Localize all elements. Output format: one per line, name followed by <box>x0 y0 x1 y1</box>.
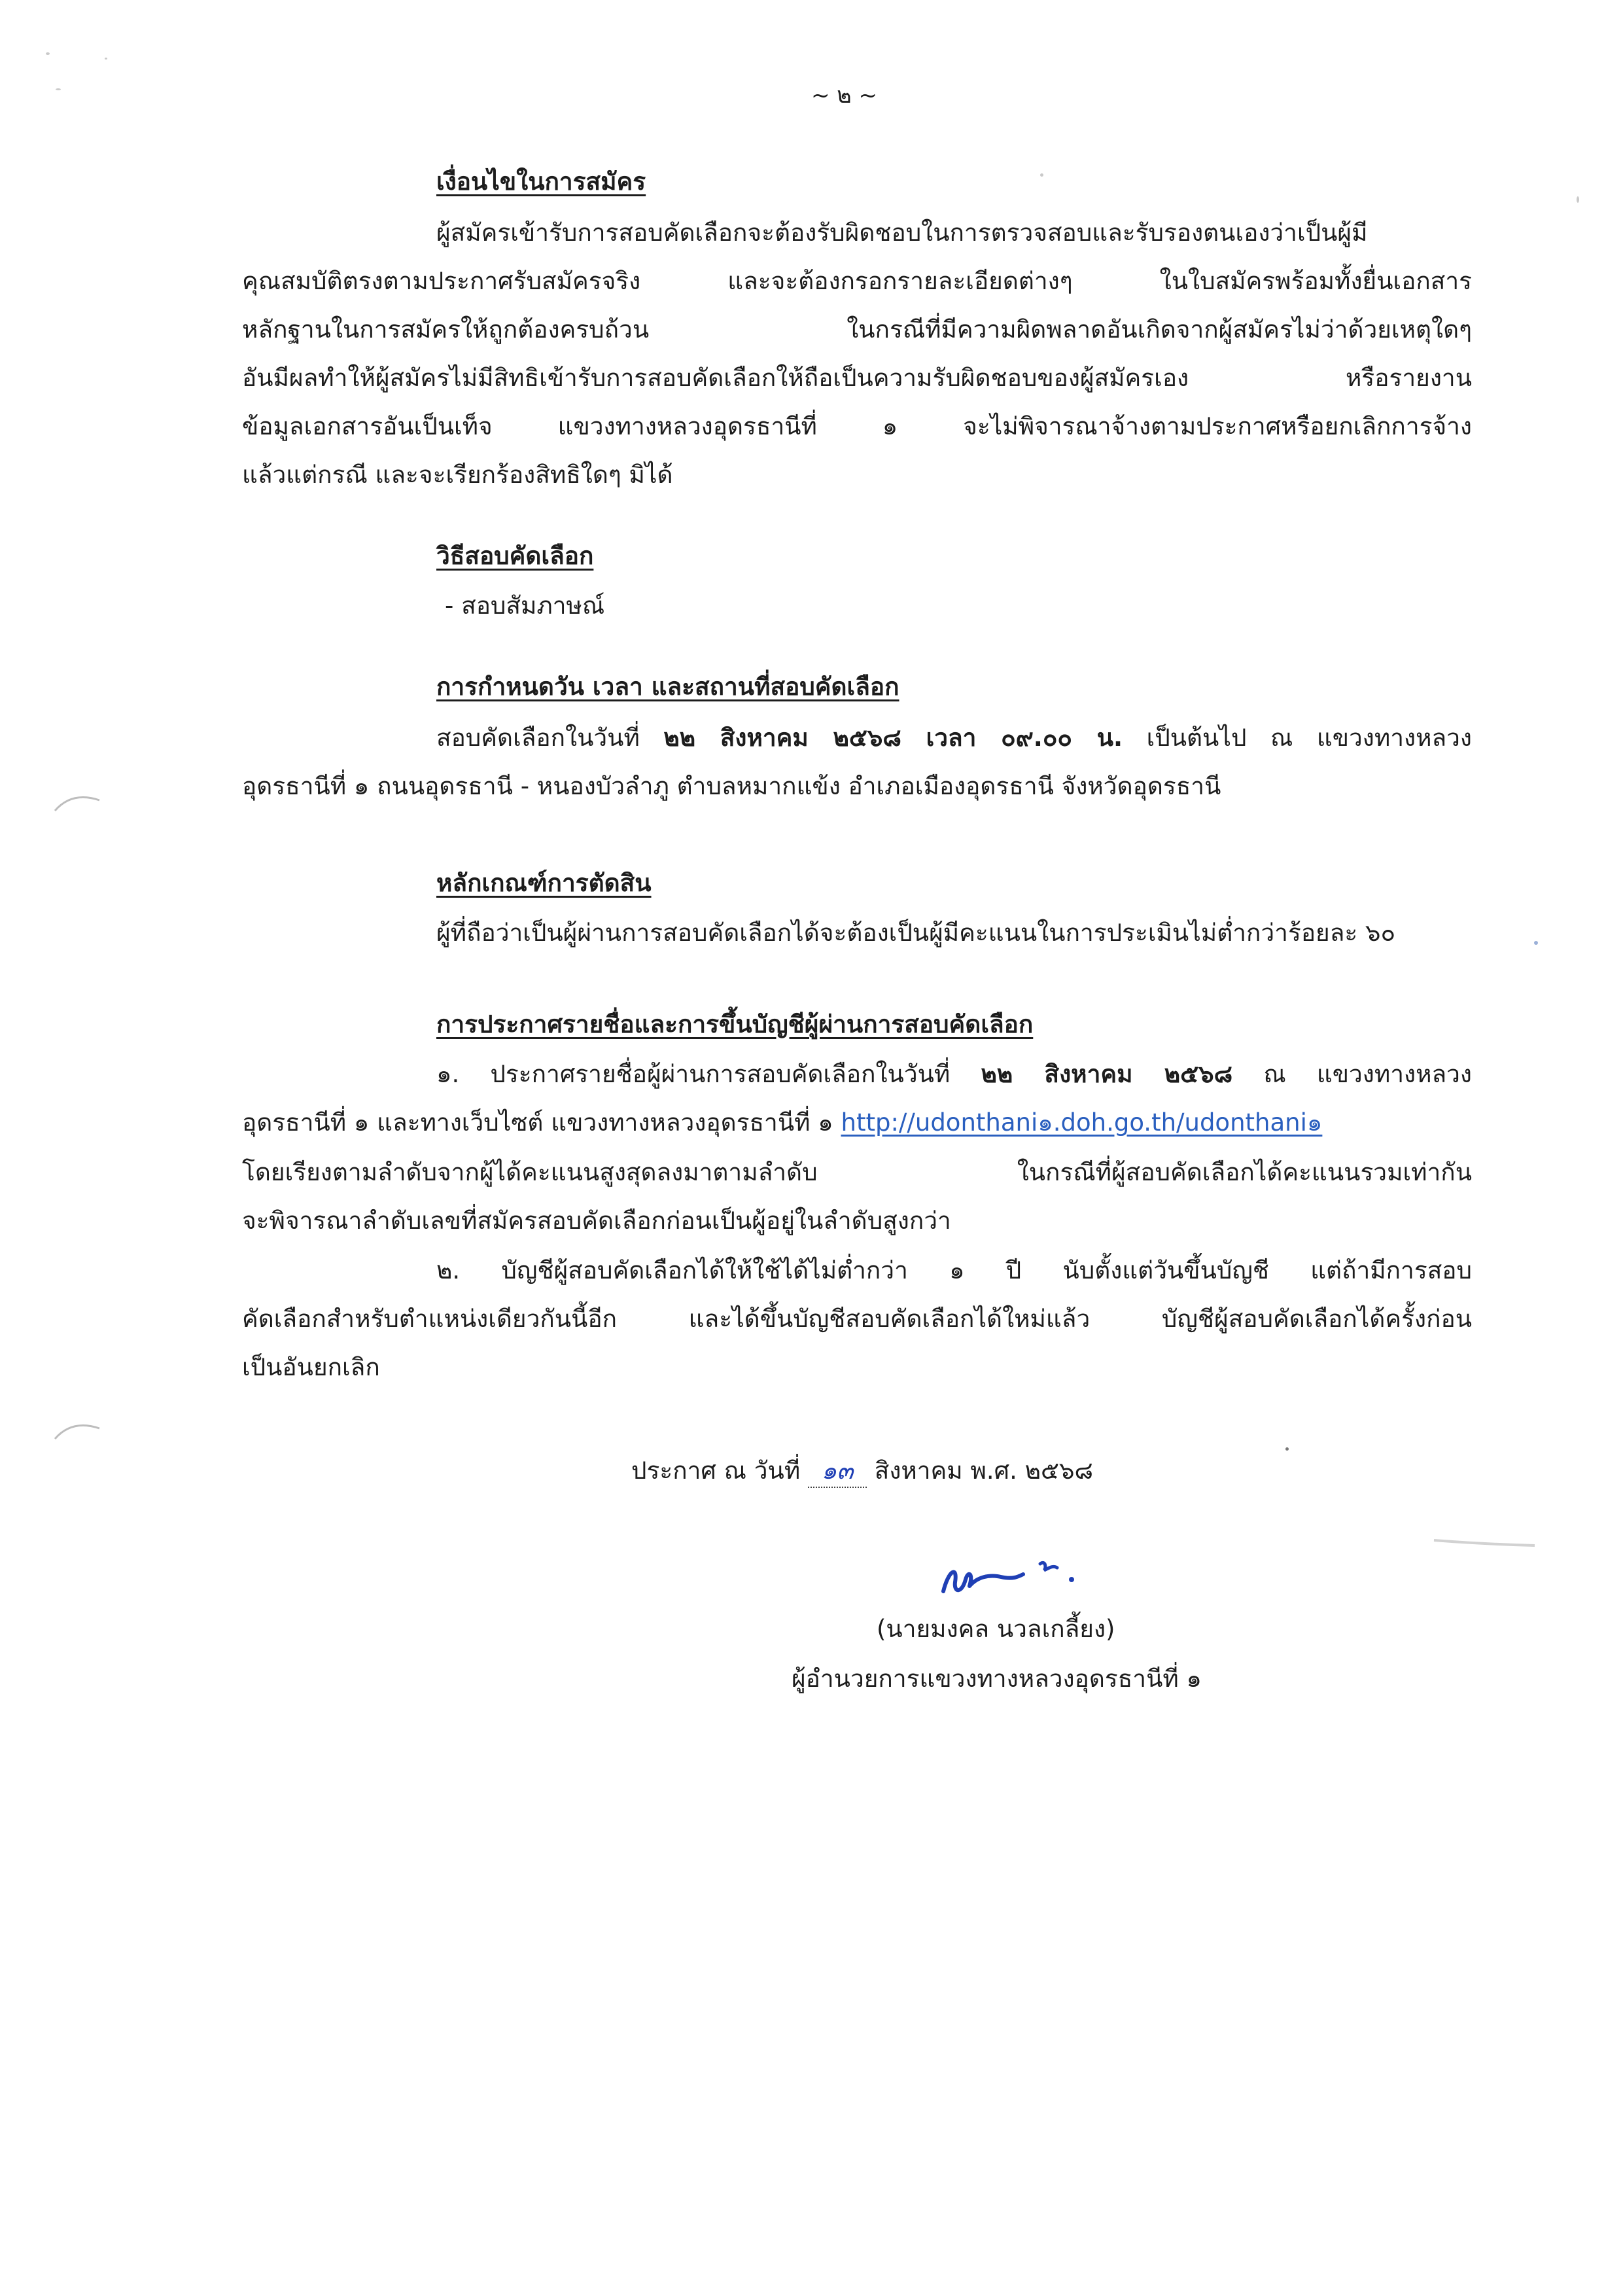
exam-date-time: ๒๒ สิงหาคม ๒๕๖๘ เวลา ๐๙.๐๐ น. <box>663 724 1123 752</box>
results-item-1-line <box>436 1056 1472 1093</box>
results-item-2-line: เป็นอันยกเลิก <box>242 1353 380 1381</box>
paragraph-line: คุณสมบัติตรงตามประกาศรับสมัครจริง และจะต้องกรอกรายละเอียดต่างๆ ในใบสมัครพร้อมทั้งยื่นเอกสาร <box>242 267 1472 295</box>
results-item-2-line: คัดเลือกสำหรับตำแหน่งเดียวกันนี้อีก และได้ขึ้นบัญชีสอบคัดเลือกได้ใหม่แล้ว บัญชีผู้สอบคัดเลือกได้ครั้งก่อน <box>242 1305 1472 1333</box>
results-text: อุดรธานีที่ ๑ และทางเว็บไซต์ แขวงทางหลวงอุดรธานีที่ ๑ <box>242 1108 841 1137</box>
signatory-title: ผู้อำนวยการแขวงทางหลวงอุดรธานีที่ ๑ <box>792 1665 1202 1693</box>
section-heading-results-announcement: การประกาศรายชื่อและการขึ้นบัญชีผู้ผ่านการสอบคัดเลือก <box>436 1010 1034 1038</box>
exam-schedule-line <box>436 720 1472 756</box>
results-item-1-line: จะพิจารณาลำดับเลขที่สมัครสอบคัดเลือกก่อนเป็นผู้อยู่ในลำดับสูงกว่า <box>242 1207 951 1235</box>
announcement-text: สิงหาคม พ.ศ. ๒๕๖๘ <box>866 1457 1094 1485</box>
paragraph-line: ข้อมูลเอกสารอันเป็นเท็จ แขวงทางหลวงอุดรธานีที่ ๑ จะไม่พิจารณาจ้างตามประกาศหรือยกเลิกการจ้าง <box>242 412 1472 440</box>
handwritten-signature <box>935 1551 1092 1603</box>
paragraph-line: ผู้สมัครเข้ารับการสอบคัดเลือกจะต้องรับผิดชอบในการตรวจสอบและรับรองตนเองว่าเป็นผู้มี <box>436 219 1368 247</box>
scan-speck <box>1040 173 1043 177</box>
judging-criteria-line: ผู้ที่ถือว่าเป็นผู้ผ่านการสอบคัดเลือกได้จะต้องเป็นผู้มีคะแนนในการประเมินไม่ต่ำกว่าร้อยละ ๖๐ <box>436 919 1396 947</box>
announcement-text: ประกาศ ณ วันที่ <box>631 1457 808 1485</box>
paragraph-line: แล้วแต่กรณี และจะเรียกร้องสิทธิใดๆ มิได้ <box>242 461 673 489</box>
scan-speck <box>1534 941 1538 945</box>
section-heading-judging-criteria: หลักเกณฑ์การตัดสิน <box>436 869 652 897</box>
announcement-date <box>631 1453 1093 1489</box>
section-heading-exam-schedule: การกำหนดวัน เวลา และสถานที่สอบคัดเลือก <box>436 673 899 701</box>
scan-speck <box>1577 196 1579 203</box>
section-heading-application-conditions: เงื่อนไขในการสมัคร <box>436 168 646 196</box>
signatory-name: (นายมงคล นวลเกลี้ยง) <box>877 1615 1115 1643</box>
scan-streak <box>1433 1536 1537 1549</box>
scan-speck <box>105 58 107 60</box>
results-text: ๑. ประกาศรายชื่อผู้ผ่านการสอบคัดเลือกในวันที่ <box>436 1060 981 1088</box>
website-link[interactable]: http://udonthani๑.doh.go.th/udonthani๑ <box>841 1108 1323 1137</box>
selection-method-item: - สอบสัมภาษณ์ <box>445 592 605 620</box>
paragraph-line: อันมีผลทำให้ผู้สมัครไม่มีสิทธิเข้ารับการสอบคัดเลือกให้ถือเป็นความรับผิดชอบของผู้สมัครเอง หรือรายงาน <box>242 364 1472 392</box>
scan-speck <box>1285 1447 1289 1451</box>
handwritten-day: ๑๓ <box>808 1455 867 1488</box>
results-item-2-line: ๒. บัญชีผู้สอบคัดเลือกได้ให้ใช้ได้ไม่ต่ำกว่า ๑ ปี นับตั้งแต่วันขึ้นบัญชี แต่ถ้ามีการสอบ <box>436 1256 1472 1284</box>
results-text: ณ แขวงทางหลวง <box>1232 1060 1472 1088</box>
paragraph-line: หลักฐานในการสมัครให้ถูกต้องครบถ้วน ในกรณีที่มีความผิดพลาดอันเกิดจากผู้สมัครไม่ว่าด้วยเหตุใดๆ <box>242 315 1472 344</box>
results-item-1-line <box>242 1104 1322 1141</box>
section-heading-selection-method: วิธีสอบคัดเลือก <box>436 542 594 570</box>
scan-speck <box>46 52 50 55</box>
punch-hole-arc <box>52 1417 105 1443</box>
punch-hole-arc <box>52 788 105 815</box>
exam-schedule-text: สอบคัดเลือกในวันที่ <box>436 724 664 752</box>
scan-speck <box>56 88 61 90</box>
results-item-1-line: โดยเรียงตามลำดับจากผู้ได้คะแนนสูงสุดลงมาตามลำดับ ในกรณีที่ผู้สอบคัดเลือกได้คะแนนรวมเท่ากัน <box>242 1158 1472 1186</box>
page-number: ~ ๒ ~ <box>811 82 878 109</box>
exam-schedule-text: เป็นต้นไป ณ แขวงทางหลวง <box>1123 724 1472 752</box>
exam-location-line: อุดรธานีที่ ๑ ถนนอุดรธานี - หนองบัวลำภู ตำบลหมากแข้ง อำเภอเมืองอุดรธานี จังหวัดอุดรธานี <box>242 772 1221 800</box>
results-date: ๒๒ สิงหาคม ๒๕๖๘ <box>981 1060 1233 1088</box>
